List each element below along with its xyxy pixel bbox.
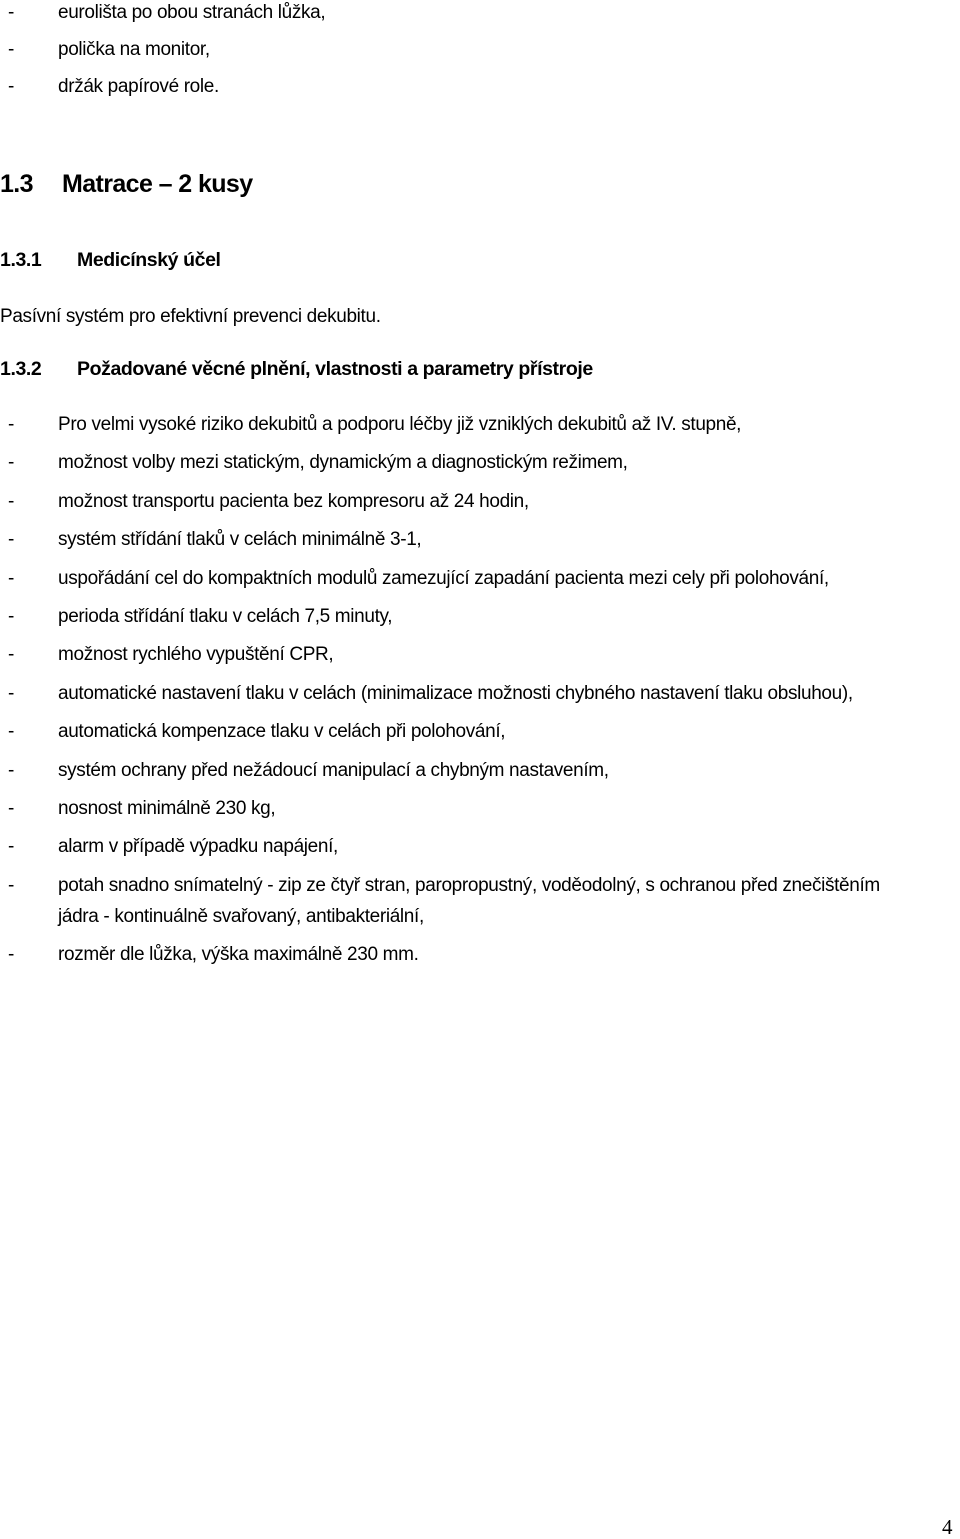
section-title: Požadované věcné plnění, vlastnosti a parametry přístroje: [77, 358, 593, 380]
page-number: 4: [942, 1515, 953, 1539]
list-dash: -: [8, 943, 14, 965]
list-item: - automatické nastavení tlaku v celách (minimalizace možnosti chybného nastavení tlaku obsluhou),: [8, 682, 853, 704]
section-number: 1.3.2: [0, 358, 42, 380]
list-dash: -: [8, 874, 14, 896]
list-dash: -: [8, 39, 14, 60]
list-dash: -: [8, 644, 14, 666]
list-dash: -: [8, 490, 14, 512]
list-dash: -: [8, 836, 14, 858]
section-number: 1.3: [0, 170, 33, 198]
section-heading-1-3-2: [0, 360, 593, 380]
list-dash: -: [8, 452, 14, 474]
list-item: - možnost rychlého vypuštění CPR,: [8, 644, 334, 666]
list-item: - Pro velmi vysoké riziko dekubitů a podporu léčby již vzniklých dekubitů až IV. stupně,: [8, 414, 742, 435]
list-item-continuation: jádra - kontinuálně svařovaný, antibakteriální,: [58, 905, 424, 927]
list-item: - automatická kompenzace tlaku v celách při polohování,: [8, 721, 506, 743]
list-dash: -: [8, 2, 14, 23]
list-item: - možnost transportu pacienta bez kompresoru až 24 hodin,: [8, 490, 529, 512]
list-dash: -: [8, 567, 14, 589]
list-item: - rozměr dle lůžka, výška maximálně 230 mm.: [8, 943, 419, 965]
list-dash: -: [8, 797, 14, 819]
list-item: - držák papírové role.: [8, 76, 219, 97]
purpose-paragraph: Pasívní systém pro efektivní prevenci dekubitu.: [0, 306, 381, 327]
list-item: - systém ochrany před nežádoucí manipulací a chybným nastavením,: [8, 759, 609, 781]
list-dash: -: [8, 529, 14, 551]
section-title: Matrace – 2 kusy: [62, 170, 253, 198]
section-title: Medicínský účel: [77, 249, 221, 271]
section-number: 1.3.1: [0, 249, 42, 271]
list-item: - polička na monitor,: [8, 39, 210, 60]
list-dash: -: [8, 414, 14, 435]
list-item: - uspořádání cel do kompaktních modulů zamezující zapadání pacienta mezi cely při polohování,: [8, 567, 829, 589]
list-item: - perioda střídání tlaku v celách 7,5 minuty,: [8, 605, 393, 627]
list-item: - nosnost minimálně 230 kg,: [8, 797, 276, 819]
list-item: - systém střídání tlaků v celách minimálně 3-1,: [8, 529, 422, 551]
list-dash: -: [8, 76, 14, 97]
list-item: - možnost volby mezi statickým, dynamickým a diagnostickým režimem,: [8, 452, 628, 474]
equipment-list: [0, 3, 325, 114]
list-item: - eurolišta po obou stranách lůžka,: [8, 2, 326, 23]
requirements-list: [0, 415, 880, 983]
list-dash: -: [8, 605, 14, 627]
list-dash: -: [8, 682, 14, 704]
list-item: - potah snadno snímatelný - zip ze čtyř stran, paropropustný, voděodolný, s ochranou před znečištěním jádra - kontinuálně svařovaný, antibakteriální,: [8, 874, 880, 927]
list-dash: -: [8, 759, 14, 781]
list-dash: -: [8, 721, 14, 743]
list-item: - alarm v případě výpadku napájení,: [8, 836, 338, 858]
section-heading-1-3: [0, 172, 253, 197]
section-heading-1-3-1: [0, 251, 221, 271]
